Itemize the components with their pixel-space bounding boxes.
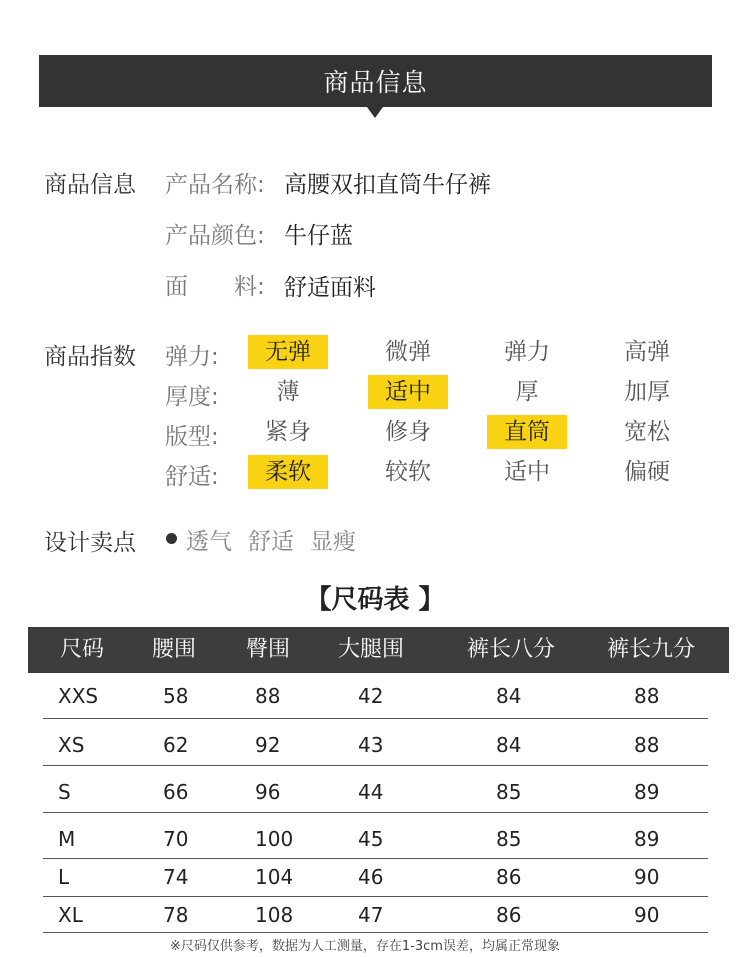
row-divider — [43, 932, 708, 933]
table-cell: 108 — [255, 903, 294, 927]
table-cell: 104 — [255, 865, 294, 889]
header-cell: 尺码 — [60, 637, 105, 662]
size-table-header — [28, 627, 729, 673]
selling-point: 透气 — [186, 529, 232, 555]
row-divider — [43, 765, 708, 766]
table-cell: 58 — [163, 684, 189, 708]
section-label-info: 商品信息 — [44, 172, 136, 198]
table-cell: 45 — [358, 827, 384, 851]
table-cell: XXS — [58, 684, 99, 708]
table-cell: 70 — [163, 827, 189, 851]
row-divider — [43, 812, 708, 813]
table-cell: XL — [58, 903, 83, 927]
table-cell: 88 — [255, 684, 281, 708]
index-option: 厚 — [515, 379, 539, 405]
table-cell: 100 — [255, 827, 294, 851]
index-row-label: 弹力: — [165, 344, 219, 370]
row-divider — [43, 896, 708, 897]
table-cell: 88 — [634, 733, 660, 757]
field-label-name: 产品名称: — [165, 172, 265, 198]
field-label-fabric: 面 料: — [165, 274, 265, 300]
index-row-label: 厚度: — [165, 384, 219, 410]
index-option-selected: 柔软 — [248, 455, 328, 489]
index-option: 宽松 — [624, 419, 670, 445]
table-cell: 44 — [358, 780, 384, 804]
header-cell: 臀围 — [246, 637, 291, 662]
index-row-label: 版型: — [165, 424, 219, 450]
table-cell: 85 — [496, 827, 522, 851]
banner-title: 商品信息 — [323, 68, 428, 97]
table-cell: 66 — [163, 780, 189, 804]
table-cell: 62 — [163, 733, 189, 757]
field-value-fabric: 舒适面料 — [284, 275, 376, 301]
field-label-color: 产品颜色: — [165, 223, 265, 249]
banner-arrow-icon — [367, 107, 383, 118]
index-option: 高弹 — [624, 339, 670, 365]
header-cell: 裤长八分 — [467, 637, 556, 662]
table-cell: XS — [58, 733, 85, 757]
table-cell: 84 — [496, 684, 522, 708]
table-cell: 89 — [634, 780, 660, 804]
table-cell: 85 — [496, 780, 522, 804]
index-option: 适中 — [504, 459, 550, 485]
index-option: 加厚 — [624, 379, 670, 405]
table-cell: 86 — [496, 865, 522, 889]
index-option: 较软 — [385, 459, 431, 485]
index-option: 紧身 — [265, 419, 311, 445]
table-cell: 74 — [163, 865, 189, 889]
index-option: 修身 — [385, 419, 431, 445]
index-option-selected: 无弹 — [248, 335, 328, 369]
row-divider — [43, 858, 708, 859]
selling-point: 显瘦 — [310, 529, 356, 555]
table-cell: 47 — [358, 903, 384, 927]
table-cell: 46 — [358, 865, 384, 889]
index-option: 偏硬 — [624, 459, 670, 485]
table-cell: 88 — [634, 684, 660, 708]
selling-point: 舒适 — [248, 529, 294, 555]
table-cell: 78 — [163, 903, 189, 927]
bullet-icon — [166, 533, 177, 544]
index-option: 弹力 — [504, 339, 550, 365]
table-cell: L — [58, 865, 70, 889]
footnote: ※尺码仅供参考，数据为人工测量，存在1-3cm误差，均属正常现象 — [170, 939, 560, 954]
field-value-color: 牛仔蓝 — [284, 223, 353, 249]
table-cell: 90 — [634, 865, 660, 889]
header-cell: 腰围 — [152, 637, 197, 662]
table-cell: 84 — [496, 733, 522, 757]
table-cell: 92 — [255, 733, 281, 757]
header-cell: 裤长九分 — [607, 637, 696, 662]
index-option: 薄 — [276, 379, 300, 405]
row-divider — [43, 718, 708, 719]
table-cell: 42 — [358, 684, 384, 708]
table-cell: 43 — [358, 733, 384, 757]
table-cell: 86 — [496, 903, 522, 927]
header-banner — [39, 55, 712, 107]
section-label-index: 商品指数 — [44, 344, 136, 370]
table-cell: S — [58, 780, 71, 804]
index-row-label: 舒适: — [165, 464, 219, 490]
index-option-selected: 直筒 — [487, 415, 567, 449]
table-cell: M — [58, 827, 76, 851]
table-cell: 96 — [255, 780, 281, 804]
header-cell: 大腿围 — [338, 637, 405, 662]
section-label-selling: 设计卖点 — [44, 530, 136, 556]
index-option: 微弹 — [385, 339, 431, 365]
table-cell: 90 — [634, 903, 660, 927]
index-option-selected: 适中 — [368, 375, 448, 409]
table-cell: 89 — [634, 827, 660, 851]
size-table-title: 【尺码表 】 — [305, 585, 445, 615]
field-value-name: 高腰双扣直筒牛仔裤 — [284, 172, 491, 198]
